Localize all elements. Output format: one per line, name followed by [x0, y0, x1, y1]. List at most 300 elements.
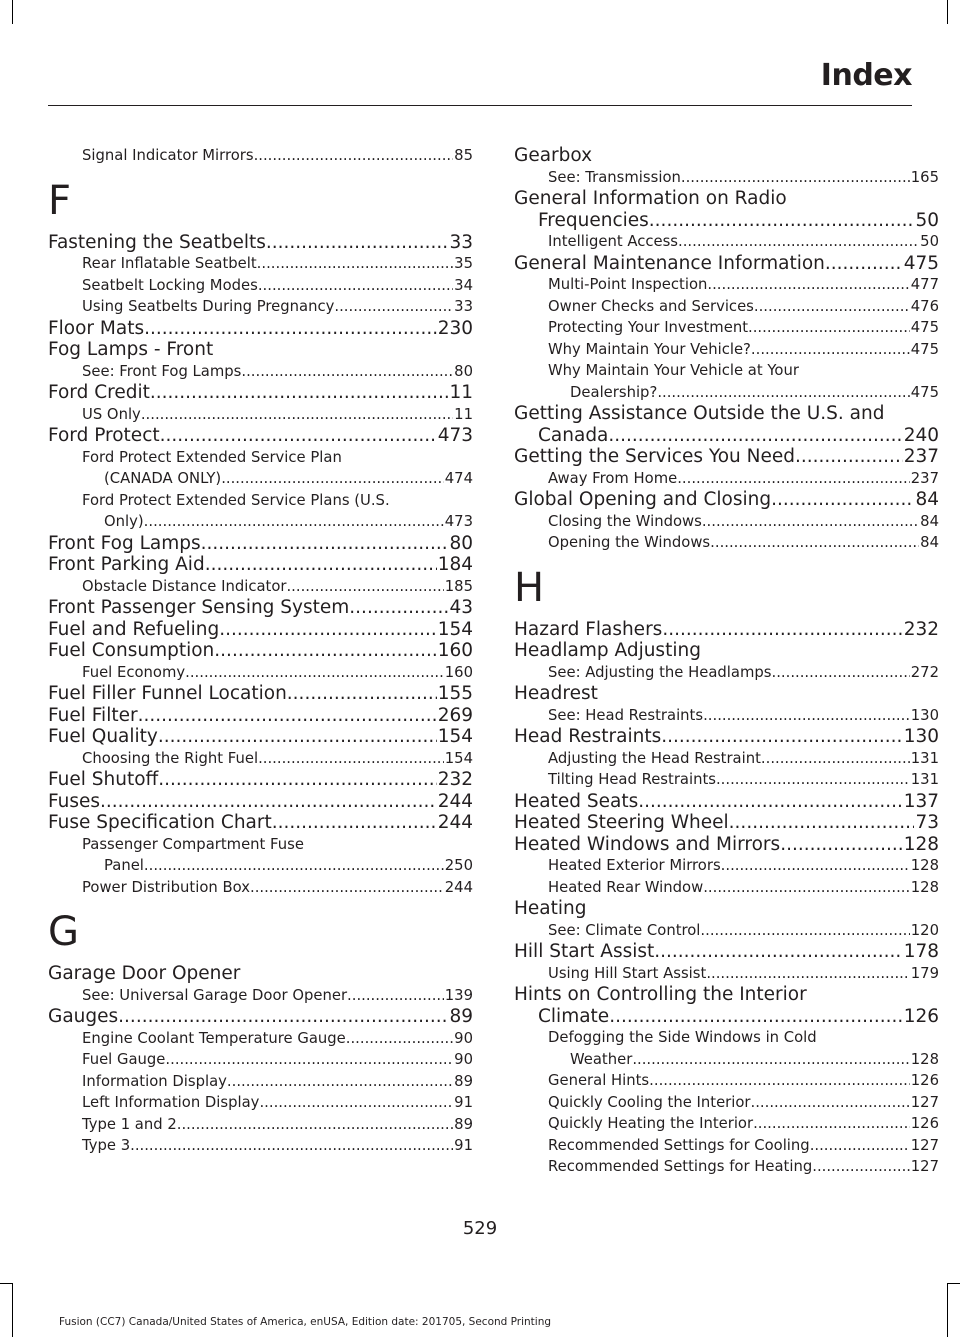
- index-subentry: [514, 662, 939, 684]
- index-entry: [514, 188, 939, 231]
- index-term: Engine Coolant Temperature Gauge: [82, 1029, 346, 1047]
- index-subentry: [48, 748, 473, 770]
- index-page-ref: 179: [910, 964, 939, 982]
- index-term: Ford Protect Extended Service Plan: [82, 448, 342, 466]
- index-entry: [48, 318, 473, 340]
- index-subentry: [48, 447, 473, 490]
- index-entry: [48, 812, 473, 834]
- index-term: Power Distribution Box: [82, 878, 250, 896]
- dot-leader: [780, 834, 903, 856]
- index-page-ref: 127: [910, 1136, 939, 1154]
- index-page-ref: 137: [903, 790, 939, 812]
- index-term: See: Head Restraints: [548, 706, 704, 724]
- index-term: Getting the Services You Need: [514, 446, 795, 467]
- index-term: Fuel and Refueling: [48, 618, 220, 640]
- index-term: See: Front Fog Lamps: [82, 362, 242, 380]
- index-subentry: [514, 1070, 939, 1092]
- index-letter-heading: F: [48, 177, 72, 224]
- index-page-ref: 154: [444, 749, 473, 767]
- index-subentry: [514, 317, 939, 339]
- index-term: Defogging the Side Windows in Cold: [548, 1029, 817, 1046]
- index-term: Head Restraints: [514, 726, 662, 747]
- index-term: Headrest: [514, 683, 598, 704]
- index-subentry: [514, 920, 939, 942]
- index-page-ref: 154: [437, 618, 473, 640]
- index-page-ref: 11: [454, 405, 473, 423]
- page-number: 529: [462, 1218, 498, 1239]
- index-page-ref: 475: [903, 252, 939, 274]
- index-page-ref: 90: [454, 1051, 473, 1068]
- index-term: Fastening the Seatbelts: [48, 231, 266, 253]
- dot-leader: [638, 791, 902, 813]
- index-column-left: [48, 145, 473, 1157]
- index-subentry: [514, 705, 939, 727]
- dot-leader: [221, 468, 444, 490]
- dot-leader: [703, 877, 910, 899]
- index-entry: [514, 984, 939, 1027]
- index-subentry: [48, 1028, 473, 1050]
- dot-leader: [214, 640, 436, 662]
- index-page-ref: 128: [910, 1050, 939, 1068]
- index-term: Choosing the Right Fuel: [82, 749, 259, 767]
- index-page-ref: 128: [910, 878, 939, 896]
- index-subentry: [514, 1135, 939, 1157]
- index-entry: [514, 834, 939, 856]
- index-term: Canada: [538, 424, 609, 446]
- index-page-ref: 126: [910, 1072, 939, 1089]
- index-page-ref: 139: [444, 986, 473, 1004]
- dot-leader: [649, 1070, 910, 1092]
- index-entry: [514, 619, 939, 641]
- index-page-ref: 128: [903, 833, 939, 855]
- dot-leader: [700, 920, 909, 942]
- page-title: Index: [820, 58, 912, 93]
- dot-leader: [678, 231, 919, 253]
- index-page-ref: 131: [910, 771, 939, 788]
- index-subentry: [514, 532, 939, 554]
- index-page-ref: 35: [454, 255, 473, 272]
- index-entry: [48, 597, 473, 619]
- index-page-ref: 244: [444, 878, 473, 896]
- index-term: Fuel Quality: [48, 726, 158, 747]
- index-term: Left Information Display: [82, 1094, 260, 1111]
- index-entry: [48, 554, 473, 576]
- dot-leader: [721, 855, 910, 877]
- index-page-ref: 232: [437, 769, 473, 790]
- index-page-ref: 33: [454, 298, 473, 315]
- dot-leader: [165, 1049, 453, 1071]
- dot-leader: [609, 1006, 902, 1028]
- index-term: Global Opening and Closing: [514, 489, 772, 510]
- index-page-ref: 237: [910, 469, 939, 487]
- index-term: Signal Indicator Mirrors: [82, 147, 254, 164]
- index-page-ref: 89: [454, 1115, 473, 1133]
- index-page-ref: 73: [915, 812, 939, 833]
- index-term: Fuse Specification Chart: [48, 812, 272, 833]
- index-entry: [514, 812, 939, 834]
- index-page-ref: 127: [910, 1093, 939, 1111]
- index-entry: [514, 145, 939, 167]
- dot-leader: [812, 1156, 910, 1178]
- index-page-ref: 476: [910, 297, 939, 315]
- index-subentry: [514, 274, 939, 296]
- index-entry: [48, 769, 473, 791]
- index-subentry: [48, 1114, 473, 1136]
- dot-leader: [334, 296, 453, 318]
- index-term: US Only: [82, 405, 141, 423]
- index-term: Panel: [104, 857, 144, 874]
- index-entry: [48, 533, 473, 555]
- index-term: Heating: [514, 898, 587, 919]
- index-page-ref: 477: [910, 276, 939, 293]
- index-term: Tilting Head Restraints: [548, 771, 716, 788]
- index-entry: [514, 253, 939, 275]
- index-term: Dealership?: [570, 383, 658, 401]
- index-page-ref: 80: [454, 362, 473, 380]
- index-term: Recommended Settings for Heating: [548, 1158, 813, 1175]
- index-entry: [48, 1006, 473, 1028]
- index-term: Fuel Filter: [48, 704, 138, 726]
- dot-leader: [227, 1071, 453, 1093]
- crop-mark-bottom-left-h: [0, 1283, 12, 1284]
- index-subentry: [48, 985, 473, 1007]
- index-entry: [48, 382, 473, 404]
- index-entry: [514, 726, 939, 748]
- index-term: Information Display: [82, 1072, 227, 1090]
- dot-leader: [716, 769, 910, 791]
- index-term: Only): [104, 513, 144, 530]
- index-subentry: [514, 231, 939, 253]
- index-page-ref: 184: [437, 554, 473, 575]
- dot-leader: [347, 985, 444, 1007]
- dot-leader: [761, 748, 910, 770]
- index-entry: [48, 640, 473, 662]
- dot-leader: [729, 812, 915, 834]
- index-subentry: [48, 576, 473, 598]
- dot-leader: [205, 554, 437, 576]
- dot-leader: [258, 275, 453, 297]
- index-entry: [48, 726, 473, 748]
- dot-leader: [177, 1114, 453, 1136]
- index-term: Obstacle Distance Indicator: [82, 577, 287, 595]
- dot-leader: [219, 619, 436, 641]
- index-page-ref: 11: [449, 382, 473, 403]
- index-subentry: [514, 339, 939, 361]
- index-page-ref: 126: [910, 1115, 939, 1132]
- index-term: (CANADA ONLY): [104, 470, 222, 487]
- index-term: Floor Mats: [48, 317, 145, 339]
- index-entry: [48, 705, 473, 727]
- index-term: Fuel Consumption: [48, 640, 215, 661]
- dot-leader: [201, 533, 449, 555]
- index-term: Gearbox: [514, 145, 593, 166]
- index-term: General Hints: [548, 1072, 650, 1089]
- dot-leader: [681, 167, 910, 189]
- index-page-ref: 80: [449, 532, 473, 554]
- index-page-ref: 185: [444, 577, 473, 595]
- index-term: Front Parking Aid: [48, 554, 205, 575]
- index-term: Opening the Windows: [548, 534, 711, 551]
- index-page-ref: 91: [454, 1094, 473, 1111]
- index-page-ref: 160: [437, 640, 473, 661]
- index-term: Using Seatbelts During Pregnancy: [82, 298, 335, 315]
- index-letter-heading: G: [48, 909, 79, 955]
- index-term: General Information on Radio: [514, 188, 787, 209]
- index-subentry: [514, 1027, 939, 1070]
- dot-leader: [703, 705, 910, 727]
- index-subentry: [514, 167, 939, 189]
- index-term: Weather: [570, 1050, 633, 1068]
- dot-leader: [287, 683, 437, 705]
- index-term: Quickly Heating the Interior: [548, 1115, 754, 1132]
- index-subentry: [514, 1113, 939, 1135]
- index-entry: [514, 489, 939, 511]
- index-term: Frequencies: [538, 209, 649, 231]
- index-page-ref: 131: [910, 749, 939, 767]
- dot-leader: [258, 748, 444, 770]
- index-term: Fuel Shutoff: [48, 769, 159, 790]
- dot-leader: [272, 812, 437, 834]
- index-page-ref: 272: [910, 663, 939, 681]
- index-subentry: [48, 404, 473, 426]
- index-entry: [514, 898, 939, 920]
- dot-leader: [706, 963, 909, 985]
- index-page-ref: 34: [454, 276, 473, 294]
- dot-leader: [753, 1113, 910, 1135]
- index-page-ref: 43: [449, 597, 473, 618]
- index-term: Garage Door Opener: [48, 963, 241, 984]
- index-page-ref: 128: [910, 857, 939, 874]
- index-subentry: [48, 253, 473, 275]
- dot-leader: [141, 404, 453, 426]
- index-page-ref: 126: [903, 1005, 939, 1027]
- index-page-ref: 84: [920, 534, 939, 551]
- index-entry: [514, 941, 939, 963]
- index-subentry: [514, 877, 939, 899]
- index-term: Passenger Compartment Fuse: [82, 835, 304, 853]
- dot-leader: [654, 941, 902, 963]
- index-page-ref: 130: [910, 706, 939, 724]
- index-term: Ford Protect: [48, 425, 160, 446]
- index-column-right: [514, 145, 939, 1178]
- dot-leader: [158, 726, 437, 748]
- dot-leader: [632, 1049, 909, 1071]
- index-term: Heated Rear Window: [548, 878, 704, 896]
- index-term: Fuel Economy: [82, 663, 186, 681]
- index-term: Protecting Your Investment: [548, 319, 749, 336]
- dot-leader: [286, 576, 443, 598]
- index-term: Closing the Windows: [548, 512, 702, 530]
- index-term: See: Transmission: [548, 168, 681, 186]
- dot-leader: [754, 296, 910, 318]
- index-page-ref: 155: [437, 683, 473, 704]
- index-page-ref: 127: [910, 1158, 939, 1175]
- index-page-ref: 475: [910, 319, 939, 336]
- index-term: Front Passenger Sensing System: [48, 597, 350, 618]
- index-subentry: [514, 769, 939, 791]
- index-term: Why Maintain Your Vehicle?: [548, 340, 751, 358]
- index-subentry: [48, 490, 473, 533]
- crop-mark-top-left: [12, 0, 13, 24]
- index-term: Quickly Cooling the Interior: [548, 1093, 751, 1111]
- index-term: Ford Protect Extended Service Plans (U.S.: [82, 491, 390, 509]
- index-subentry: [514, 963, 939, 985]
- dot-leader: [250, 877, 444, 899]
- dot-leader: [259, 1092, 453, 1114]
- dot-leader: [144, 855, 444, 877]
- index-term: Recommended Settings for Cooling: [548, 1136, 810, 1154]
- index-entry: [48, 963, 473, 985]
- index-term: Why Maintain Your Vehicle at Your: [548, 362, 799, 379]
- index-page-ref: 84: [920, 512, 939, 530]
- header-divider: [48, 105, 912, 106]
- index-page-ref: 160: [444, 663, 473, 681]
- dot-leader: [657, 382, 909, 404]
- dot-leader: [662, 619, 902, 641]
- index-page-ref: 165: [910, 168, 939, 186]
- index-page-ref: 250: [444, 857, 473, 874]
- index-entry: [514, 791, 939, 813]
- dot-leader: [346, 1028, 453, 1050]
- index-entry: [48, 232, 473, 254]
- index-term: Rear Inflatable Seatbelt: [82, 255, 257, 272]
- dot-leader: [241, 361, 453, 383]
- index-term: Fuses: [48, 790, 101, 812]
- index-subentry: [48, 1071, 473, 1093]
- dot-leader: [702, 511, 919, 533]
- index-entry: [48, 425, 473, 447]
- dot-leader: [751, 1092, 910, 1114]
- dot-leader: [185, 662, 444, 684]
- index-term: Hazard Flashers: [514, 618, 663, 640]
- index-page-ref: 120: [910, 921, 939, 939]
- index-page-ref: 474: [444, 470, 473, 487]
- dot-leader: [266, 232, 449, 254]
- crop-mark-bottom-left: [12, 1283, 13, 1337]
- index-letter-heading: H: [514, 564, 545, 611]
- index-page-ref: 178: [903, 941, 939, 962]
- index-entry: [48, 683, 473, 705]
- index-entry: [514, 446, 939, 468]
- dot-leader: [349, 597, 448, 619]
- index-subentry: [48, 145, 473, 167]
- dot-leader: [254, 145, 454, 167]
- index-entry: [514, 683, 939, 705]
- dot-leader: [138, 705, 437, 727]
- index-page-ref: 244: [437, 790, 473, 812]
- index-subentry: [514, 360, 939, 403]
- index-term: Ford Credit: [48, 382, 150, 403]
- index-term: Away From Home: [548, 469, 678, 487]
- index-subentry: [514, 748, 939, 770]
- dot-leader: [772, 662, 910, 684]
- index-term: Type 3: [82, 1137, 131, 1154]
- index-subentry: [48, 275, 473, 297]
- index-term: Seatbelt Locking Modes: [82, 276, 258, 294]
- index-page-ref: 154: [437, 726, 473, 747]
- index-page-ref: 230: [437, 317, 473, 339]
- dot-leader: [608, 425, 902, 447]
- crop-mark-top-right: [947, 0, 948, 24]
- index-page-ref: 475: [910, 383, 939, 401]
- index-subentry: [514, 296, 939, 318]
- dot-leader: [751, 339, 910, 361]
- dot-leader: [100, 791, 437, 813]
- dot-leader: [710, 532, 919, 554]
- index-page-ref: 232: [903, 618, 939, 640]
- footer-edition-text: Fusion (CC7) Canada/United States of America, enUSA, Edition date: 201705, Second Printing: [59, 1316, 552, 1328]
- dot-leader: [748, 317, 910, 339]
- dot-leader: [771, 489, 914, 511]
- index-term: Heated Exterior Mirrors: [548, 857, 721, 874]
- index-term: Fuel Gauge: [82, 1051, 166, 1068]
- index-page-ref: 240: [903, 424, 939, 446]
- index-subentry: [48, 361, 473, 383]
- index-page-ref: 475: [910, 340, 939, 358]
- dot-leader: [144, 318, 437, 340]
- index-term: Adjusting the Head Restraint: [548, 749, 761, 767]
- index-page-ref: 244: [437, 812, 473, 833]
- index-subentry: [514, 1092, 939, 1114]
- index-term: Fog Lamps - Front: [48, 339, 214, 360]
- dot-leader: [118, 1006, 448, 1028]
- dot-leader: [677, 468, 910, 490]
- index-term: Type 1 and 2: [82, 1115, 177, 1133]
- index-term: Heated Steering Wheel: [514, 812, 729, 833]
- index-entry: [48, 619, 473, 641]
- index-subentry: [514, 855, 939, 877]
- dot-leader: [257, 253, 453, 275]
- index-subentry: [48, 1092, 473, 1114]
- index-term: Hints on Controlling the Interior: [514, 984, 807, 1005]
- index-page-ref: 91: [454, 1137, 473, 1154]
- index-page-ref: 50: [915, 209, 939, 231]
- index-term: Hill Start Assist: [514, 941, 655, 962]
- index-term: Climate: [538, 1005, 610, 1027]
- index-term: Getting Assistance Outside the U.S. and: [514, 403, 885, 424]
- index-term: Fuel Filler Funnel Location: [48, 683, 287, 704]
- index-page-ref: 237: [903, 446, 939, 467]
- crop-mark-bottom-right-h: [948, 1283, 960, 1284]
- dot-leader: [707, 274, 909, 296]
- index-term: See: Climate Control: [548, 921, 701, 939]
- index-term: Owner Checks and Services: [548, 297, 754, 315]
- dot-leader: [150, 382, 449, 404]
- dot-leader: [795, 446, 903, 468]
- index-subentry: [48, 1049, 473, 1071]
- index-entry: [514, 403, 939, 446]
- dot-leader: [661, 726, 902, 748]
- dot-leader: [158, 769, 436, 791]
- index-page-ref: 84: [915, 489, 939, 510]
- dot-leader: [825, 253, 903, 275]
- dot-leader: [130, 1135, 453, 1157]
- index-subentry: [514, 1156, 939, 1178]
- index-term: Gauges: [48, 1006, 119, 1027]
- index-entry: [514, 640, 939, 662]
- index-term: Using Hill Start Assist: [548, 964, 707, 982]
- index-entry: [48, 791, 473, 813]
- index-subentry: [48, 662, 473, 684]
- index-term: See: Adjusting the Headlamps: [548, 663, 772, 681]
- dot-leader: [810, 1135, 910, 1157]
- index-page-ref: 473: [444, 513, 473, 530]
- dot-leader: [160, 425, 437, 447]
- index-subentry: [514, 511, 939, 533]
- index-page-ref: 50: [920, 233, 939, 250]
- index-page-ref: 89: [454, 1072, 473, 1090]
- index-subentry: [48, 296, 473, 318]
